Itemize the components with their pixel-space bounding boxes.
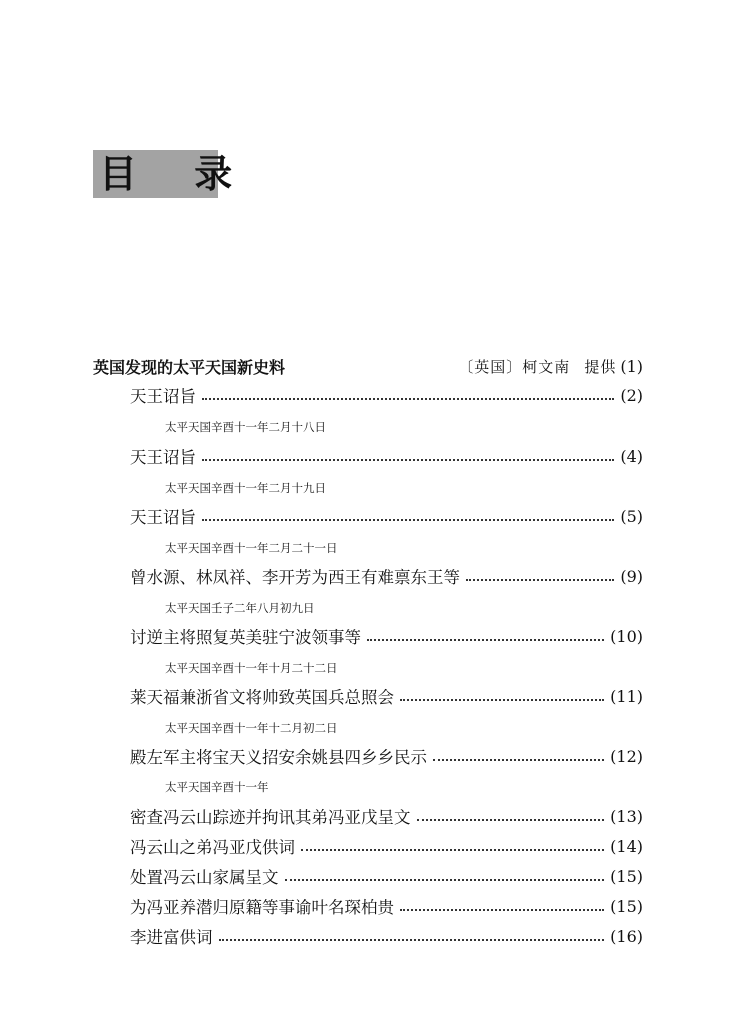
dot-leader xyxy=(417,819,605,821)
toc-entry-date: 太平天国辛酉十一年二月十九日 xyxy=(165,481,326,495)
toc-entry-page: (4) xyxy=(620,446,643,466)
dot-leader xyxy=(433,759,604,761)
toc-entry-date: 太平天国辛酉十一年 xyxy=(165,780,269,794)
dot-leader xyxy=(202,398,614,400)
toc-entry-page: (12) xyxy=(610,746,643,766)
toc-entry-page: (11) xyxy=(610,686,643,706)
section-role: 提供 xyxy=(584,357,617,376)
toc-entry[interactable] xyxy=(130,443,643,469)
toc-entry-page: (13) xyxy=(610,806,643,826)
section-author: 〔英国〕柯文南 xyxy=(458,357,571,376)
toc-entry-page: (15) xyxy=(610,866,643,886)
toc-entry[interactable] xyxy=(130,563,643,589)
toc-entry-title: 莱天福兼浙省文将帅致英国兵总照会 xyxy=(130,688,394,707)
toc-entry-date: 太平天国辛酉十一年二月二十一日 xyxy=(165,541,338,555)
dot-leader xyxy=(367,639,604,641)
contents-heading: 目 录 xyxy=(99,151,255,196)
toc-entry-title: 处置冯云山家属呈文 xyxy=(130,868,279,887)
dot-leader xyxy=(301,849,604,851)
toc-entry-title: 天王诏旨 xyxy=(130,387,196,406)
toc-entry-title: 冯云山之弟冯亚戊供词 xyxy=(130,838,295,857)
toc-entry-page: (2) xyxy=(620,385,643,405)
toc-entry-page: (9) xyxy=(620,566,643,586)
toc-entry-date: 太平天国壬子二年八月初九日 xyxy=(165,601,315,615)
toc-entry-title: 殿左军主将宝天义招安余姚县四乡乡民示 xyxy=(130,748,427,767)
dot-leader xyxy=(202,519,614,521)
toc-entry-page: (16) xyxy=(610,926,643,946)
toc-entry-title: 天王诏旨 xyxy=(130,508,196,527)
contents-heading-box xyxy=(93,150,255,198)
toc-entry-date: 太平天国辛酉十一年十二月初二日 xyxy=(165,721,338,735)
toc-entry-title: 为冯亚养潜归原籍等事谕叶名琛柏贵 xyxy=(130,898,394,917)
toc-entry[interactable] xyxy=(130,803,643,829)
toc-entry[interactable] xyxy=(130,503,643,529)
dot-leader xyxy=(466,579,614,581)
dot-leader xyxy=(219,939,605,941)
toc-entry-page: (14) xyxy=(610,836,643,856)
toc-entry-page: (5) xyxy=(620,506,643,526)
toc-entry[interactable] xyxy=(130,863,643,889)
dot-leader xyxy=(400,699,604,701)
toc-entry-title: 讨逆主将照复英美驻宁波领事等 xyxy=(130,628,361,647)
dot-leader xyxy=(202,459,614,461)
toc-entry-title: 天王诏旨 xyxy=(130,448,196,467)
toc-entry-date: 太平天国辛酉十一年二月十八日 xyxy=(165,420,326,434)
toc-entry[interactable] xyxy=(130,893,643,919)
section-title: 英国发现的太平天国新史料 xyxy=(93,357,286,377)
dot-leader xyxy=(400,909,604,911)
toc-entry[interactable] xyxy=(130,923,643,949)
toc-entry[interactable] xyxy=(130,833,643,859)
toc-entry-date: 太平天国辛酉十一年十月二十二日 xyxy=(165,661,338,675)
toc-entry[interactable] xyxy=(130,683,643,709)
toc-entry-page: (10) xyxy=(610,626,643,646)
toc-entry[interactable] xyxy=(130,382,643,408)
toc-entry[interactable] xyxy=(130,743,643,769)
toc-entry-title: 李进富供词 xyxy=(130,928,213,947)
section-header xyxy=(93,354,643,378)
dot-leader xyxy=(285,879,605,881)
toc-entry-title: 曾水源、林凤祥、李开芳为西王有难禀东王等 xyxy=(130,568,460,587)
toc-entry-page: (15) xyxy=(610,896,643,916)
toc-entry-title: 密查冯云山踪迹并拘讯其弟冯亚戊呈文 xyxy=(130,808,411,827)
section-page: (1) xyxy=(620,356,643,376)
toc-entry[interactable] xyxy=(130,623,643,649)
